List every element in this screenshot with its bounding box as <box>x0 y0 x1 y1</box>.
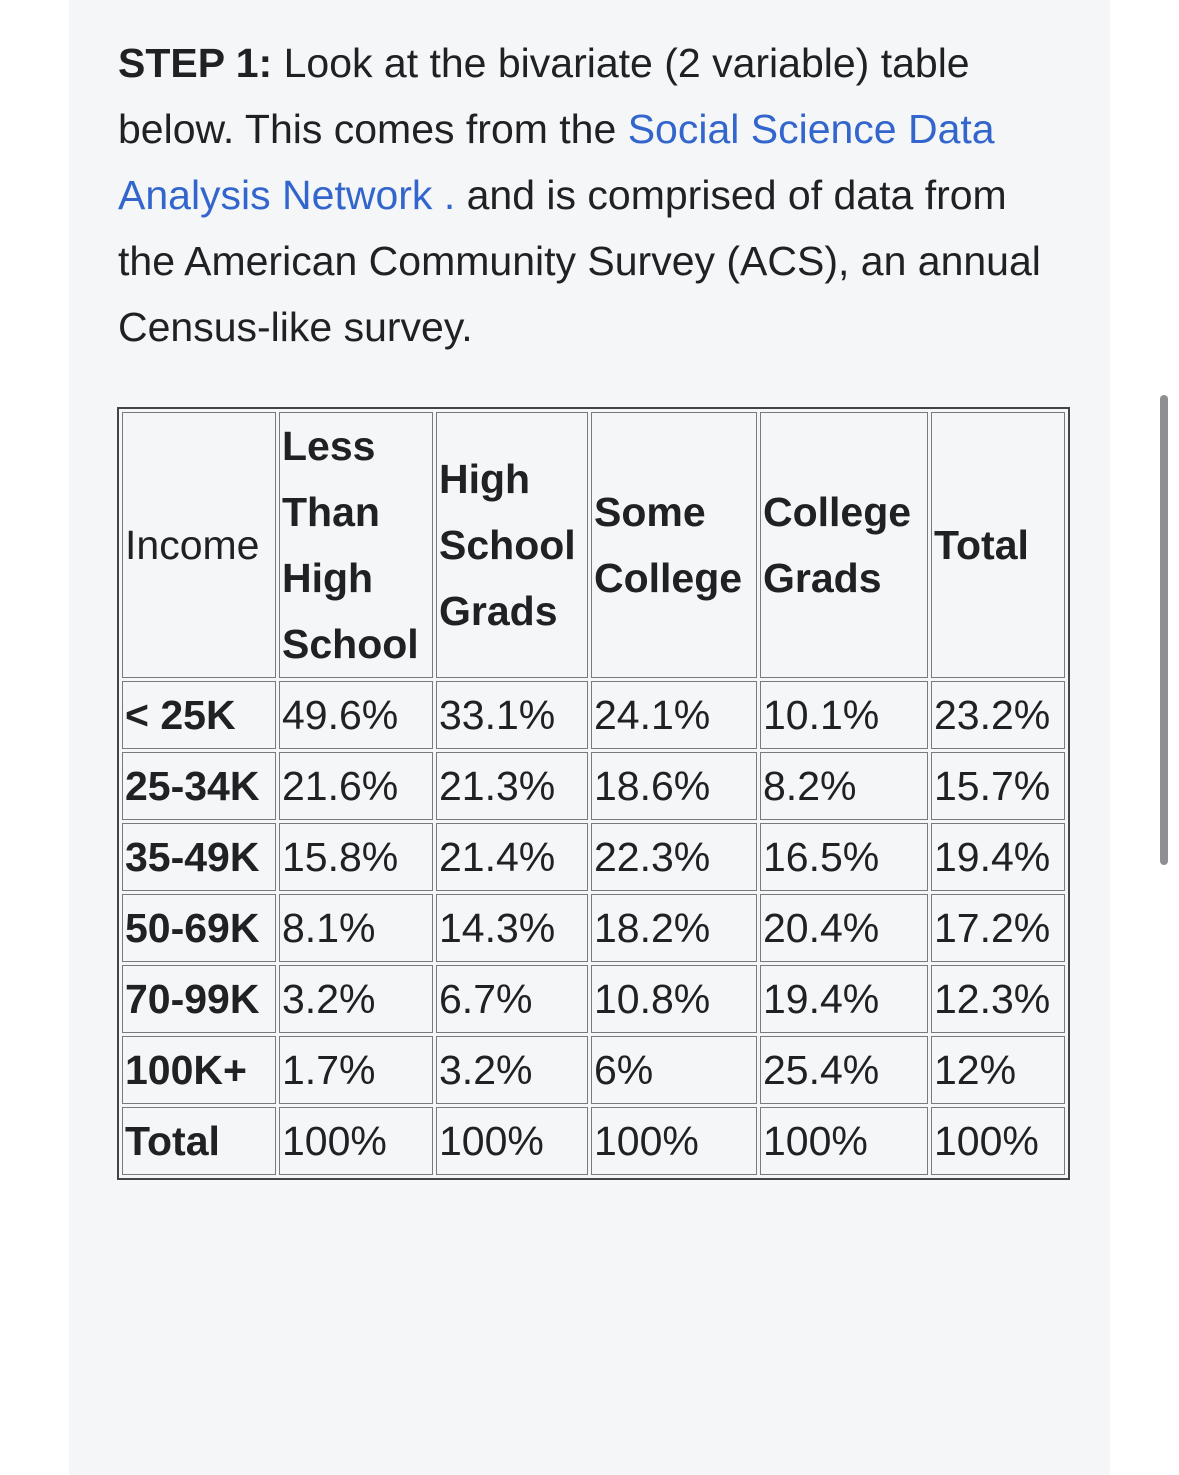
row-label: 25-34K <box>122 752 276 820</box>
ssdan-link[interactable]: Social Science Data Analysis Network . <box>118 106 995 218</box>
vertical-scrollbar[interactable] <box>1160 395 1168 865</box>
table-cell: 10.1% <box>760 681 928 749</box>
header-some-college: Some College <box>591 412 757 678</box>
header-high-school-grads: High School Grads <box>436 412 588 678</box>
table-cell: 49.6% <box>279 681 433 749</box>
table-cell: 19.4% <box>931 823 1065 891</box>
table-cell: 8.1% <box>279 894 433 962</box>
table-row <box>122 752 1065 820</box>
table-cell: 21.6% <box>279 752 433 820</box>
header-income: Income <box>122 412 276 678</box>
table-cell: 12.3% <box>931 965 1065 1033</box>
table-cell: 16.5% <box>760 823 928 891</box>
table-cell: 24.1% <box>591 681 757 749</box>
table-cell: 6% <box>591 1036 757 1104</box>
table-cell: 15.8% <box>279 823 433 891</box>
table-cell: 6.7% <box>436 965 588 1033</box>
table-cell: 20.4% <box>760 894 928 962</box>
row-label: 70-99K <box>122 965 276 1033</box>
table-cell: 100% <box>931 1107 1065 1175</box>
table-row <box>122 894 1065 962</box>
table-cell: 100% <box>436 1107 588 1175</box>
table-cell: 12% <box>931 1036 1065 1104</box>
row-label: 50-69K <box>122 894 276 962</box>
table-row <box>122 965 1065 1033</box>
table-cell: 25.4% <box>760 1036 928 1104</box>
table-cell: 100% <box>591 1107 757 1175</box>
table-cell: 21.4% <box>436 823 588 891</box>
header-total: Total <box>931 412 1065 678</box>
table-cell: 17.2% <box>931 894 1065 962</box>
table-cell: 23.2% <box>931 681 1065 749</box>
table-cell: 15.7% <box>931 752 1065 820</box>
intro-paragraph <box>118 30 1068 360</box>
table-row <box>122 1036 1065 1104</box>
table-cell: 19.4% <box>760 965 928 1033</box>
income-education-table <box>117 407 1070 1180</box>
table-row <box>122 681 1065 749</box>
table-cell: 10.8% <box>591 965 757 1033</box>
table-cell: 22.3% <box>591 823 757 891</box>
row-label: < 25K <box>122 681 276 749</box>
table-header-row <box>122 412 1065 678</box>
table-cell: 33.1% <box>436 681 588 749</box>
table-cell: 100% <box>760 1107 928 1175</box>
step-label: STEP 1: <box>118 40 273 86</box>
table-cell: 100% <box>279 1107 433 1175</box>
table-row <box>122 823 1065 891</box>
table-cell: 18.2% <box>591 894 757 962</box>
intro-text-after-link: and is comprised of data from the American Community Survey (ACS), an annual Census-like survey. <box>118 172 1041 350</box>
table-cell: 18.6% <box>591 752 757 820</box>
table-cell: 3.2% <box>436 1036 588 1104</box>
header-college-grads: College Grads <box>760 412 928 678</box>
table-cell: 1.7% <box>279 1036 433 1104</box>
row-label: 100K+ <box>122 1036 276 1104</box>
row-label: 35-49K <box>122 823 276 891</box>
table-cell: 21.3% <box>436 752 588 820</box>
table-cell: 3.2% <box>279 965 433 1033</box>
table-cell: 14.3% <box>436 894 588 962</box>
header-less-than-high-school: Less Than High School <box>279 412 433 678</box>
table-cell: 8.2% <box>760 752 928 820</box>
table-row <box>122 1107 1065 1175</box>
row-label: Total <box>122 1107 276 1175</box>
intro-text-before-link: Look at the bivariate (2 variable) table below. This comes from the <box>118 40 970 152</box>
